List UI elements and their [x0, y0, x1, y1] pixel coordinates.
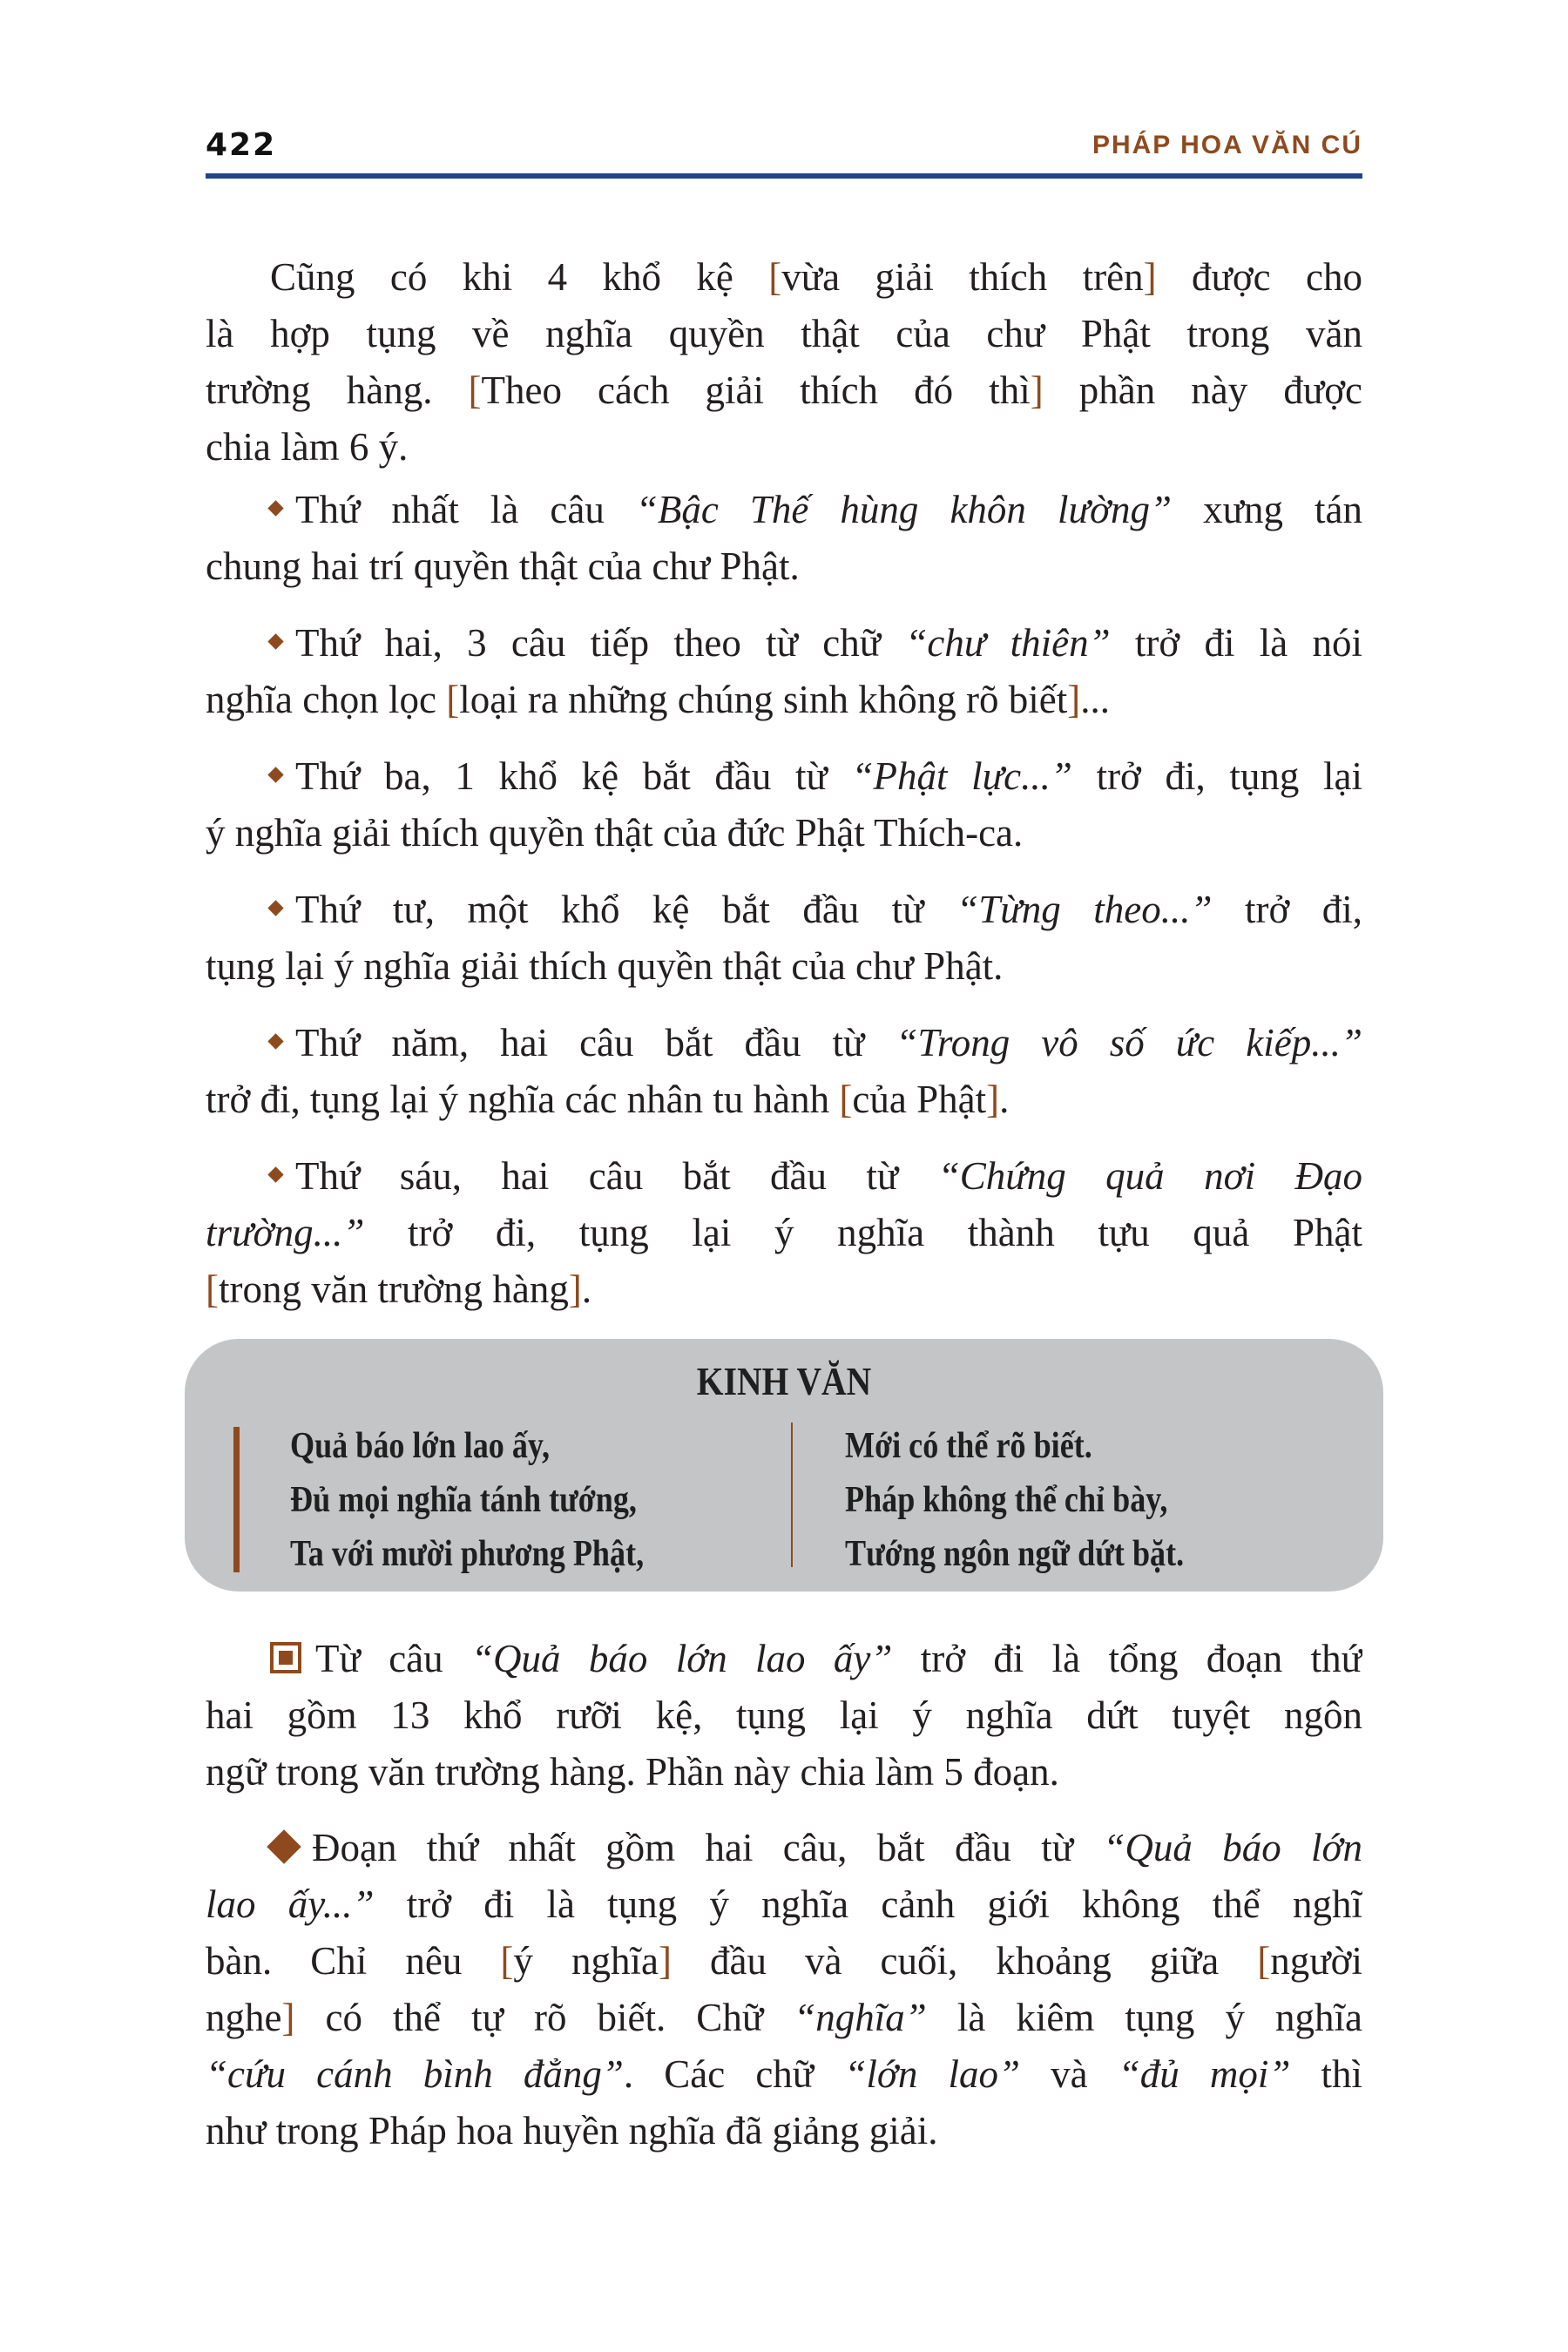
text-line: Thứ hai, 3 câu tiếp theo từ chữ “chư thiên” trở đi là nói: [206, 615, 1362, 672]
text-line: hai gồm 13 khổ rưỡi kệ, tụng lại ý nghĩa dứt tuyệt ngôn: [206, 1693, 1362, 1737]
bracket: [: [206, 1267, 219, 1311]
text-line: như trong Pháp hoa huyền nghĩa đã giảng giải.: [206, 2109, 938, 2153]
text-line: “cứu cánh bình đẳng”. Các chữ “lớn lao” và “đủ mọi” thì: [206, 2052, 1362, 2096]
verse-line: Tướng ngôn ngữ dứt bặt.: [845, 1534, 1185, 1574]
text-line: Cũng có khi 4 khổ kệ [vừa giải thích trên] được cho: [270, 255, 1362, 299]
text-line: chung hai trí quyền thật của chư Phật.: [206, 544, 800, 588]
point-1: [206, 482, 1362, 595]
diamond-bullet-icon: [267, 1166, 283, 1182]
running-title: PHÁP HOA VĂN CÚ: [1092, 131, 1362, 159]
text-line: Thứ nhất là câu “Bậc Thế hùng khôn lường” xưng tán: [206, 482, 1362, 538]
text-line: Thứ ba, 1 khổ kệ bắt đầu từ “Phật lực...” trở đi, tụng lại: [206, 748, 1362, 805]
verse-line: Đủ mọi nghĩa tánh tướng,: [290, 1480, 637, 1520]
text-line: trường hàng. [Theo cách giải thích đó thì] phần này được: [206, 368, 1362, 412]
diamond-bullet-icon: [267, 633, 283, 649]
text-line: nghe] có thể tự rõ biết. Chữ “nghĩa” là kiêm tụng ý nghĩa: [206, 1996, 1362, 2039]
bracket: ]: [1030, 368, 1044, 412]
bracket: [: [768, 255, 782, 299]
bracket: ]: [1067, 678, 1081, 721]
intro-paragraph: [206, 249, 1362, 476]
text-line: chia làm 6 ý.: [206, 425, 409, 469]
scripture-box: [185, 1339, 1383, 1592]
text-line: Thứ sáu, hai câu bắt đầu từ “Chứng quả nơi Đạo: [206, 1148, 1362, 1205]
text-line: Đoạn thứ nhất gồm hai câu, bắt đầu từ “Quả báo lớn: [206, 1820, 1362, 1876]
bracket: [: [500, 1939, 514, 1983]
square-bullet-icon: [270, 1642, 301, 1673]
diamond-bullet-icon: [267, 1033, 283, 1049]
verse-line: Quả báo lớn lao ấy,: [290, 1426, 551, 1466]
verse-column-right: [845, 1419, 1184, 1581]
bracket: [: [446, 678, 460, 721]
bracket: ]: [1143, 255, 1157, 299]
diamond-bullet-icon: [267, 900, 283, 916]
verse-line: Pháp không thể chỉ bày,: [845, 1480, 1168, 1520]
point-5: [206, 1015, 1362, 1128]
large-diamond-bullet-icon: [267, 1829, 301, 1864]
bracket: [: [1257, 1939, 1271, 1983]
verse-line: Mới có thể rõ biết.: [845, 1426, 1092, 1466]
bracket: [: [468, 368, 482, 412]
text-line: nghĩa chọn lọc [loại ra những chúng sinh không rõ biết]...: [206, 678, 1110, 721]
text-line: Từ câu “Quả báo lớn lao ấy” trở đi là tổng đoạn thứ: [206, 1631, 1362, 1687]
scripture-divider: [791, 1423, 793, 1567]
bracket: ]: [568, 1267, 582, 1311]
verse-line: Ta với mười phương Phật,: [290, 1534, 645, 1574]
text-line: ngữ trong văn trường hàng. Phần này chia làm 5 đoạn.: [206, 1750, 1059, 1794]
point-3: [206, 748, 1362, 862]
point-2: [206, 615, 1362, 728]
scripture-title: KINH VĂN: [696, 1359, 872, 1403]
diamond-bullet-icon: [267, 500, 283, 516]
point-6: [206, 1148, 1362, 1318]
text-line: [trong văn trường hàng].: [206, 1267, 592, 1311]
bracket: ]: [986, 1078, 1000, 1121]
header-rule: [206, 173, 1362, 179]
text-line: là hợp tụng về nghĩa quyền thật của chư Phật trong văn: [206, 312, 1362, 355]
text-line: Thứ tư, một khổ kệ bắt đầu từ “Từng theo...” trở đi,: [206, 882, 1362, 938]
text-line: ý nghĩa giải thích quyền thật của đức Phật Thích-ca.: [206, 811, 1024, 855]
bracket: ]: [281, 1996, 295, 2039]
text-line: tụng lại ý nghĩa giải thích quyền thật của chư Phật.: [206, 944, 1004, 988]
scripture-left-bar: [233, 1427, 240, 1572]
text-line: trường...” trở đi, tụng lại ý nghĩa thành tựu quả Phật: [206, 1211, 1362, 1254]
part-1-paragraph: [206, 1820, 1362, 2159]
point-4: [206, 882, 1362, 995]
page-number: 422: [206, 127, 277, 163]
text-line: bàn. Chỉ nêu [ý nghĩa] đầu và cuối, khoảng giữa [người: [206, 1939, 1362, 1983]
text-line: Thứ năm, hai câu bắt đầu từ “Trong vô số ức kiếp...”: [206, 1015, 1362, 1071]
text-line: trở đi, tụng lại ý nghĩa các nhân tu hành [của Phật].: [206, 1078, 1010, 1121]
bracket: ]: [658, 1939, 672, 1983]
text-line: lao ấy...” trở đi là tụng ý nghĩa cảnh giới không thể nghĩ: [206, 1882, 1362, 1926]
diamond-bullet-icon: [267, 767, 283, 782]
bracket: [: [839, 1078, 853, 1121]
section-2-paragraph: [206, 1631, 1362, 1801]
verse-column-left: [290, 1419, 644, 1581]
